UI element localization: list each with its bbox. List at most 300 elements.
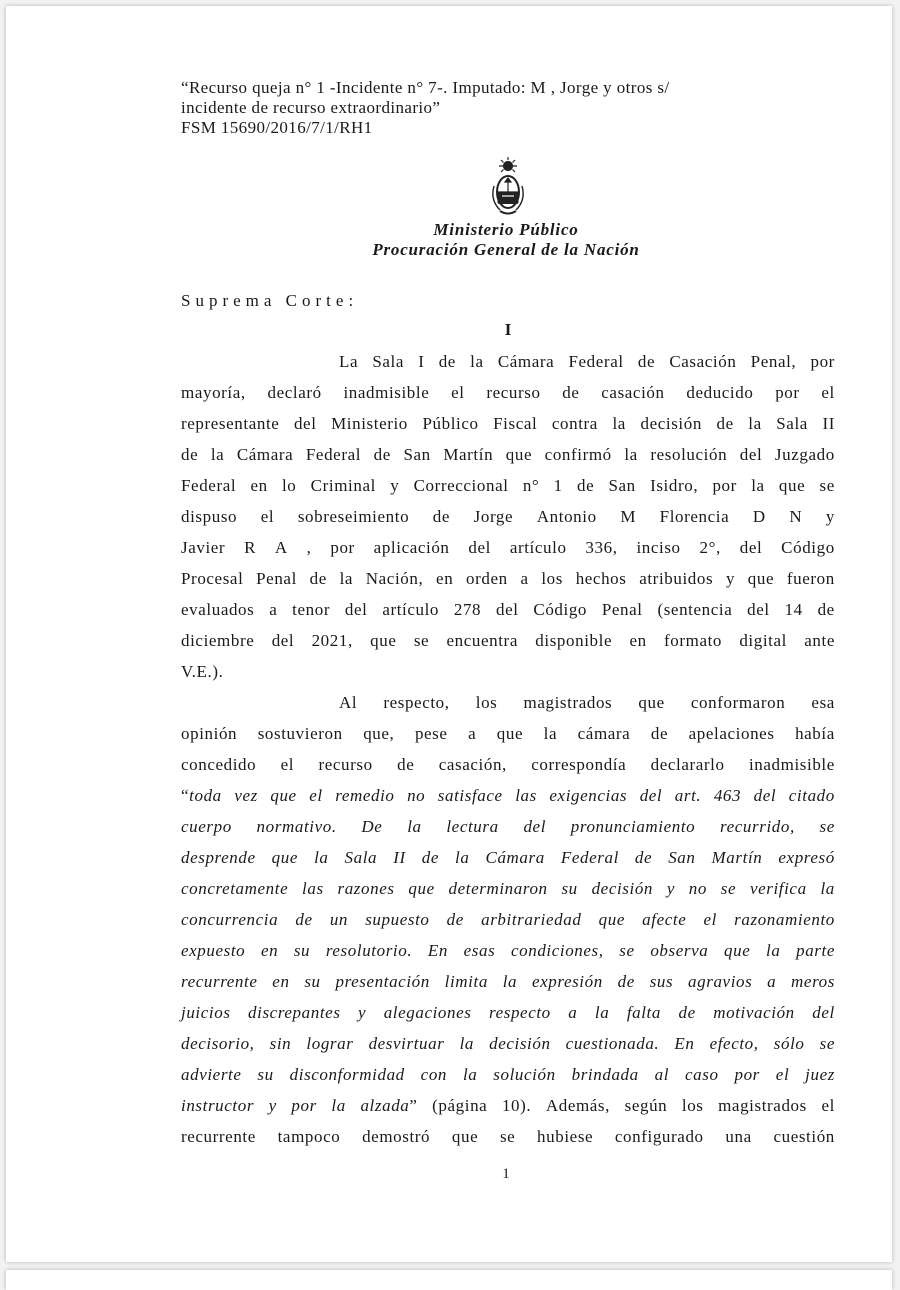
word: inadmisible bbox=[343, 383, 430, 402]
word: falta bbox=[626, 1003, 661, 1022]
word: encuentra bbox=[446, 631, 518, 650]
document-page bbox=[6, 6, 892, 1262]
word: Cámara bbox=[497, 352, 555, 371]
word: efecto, bbox=[709, 1034, 759, 1053]
text-line bbox=[181, 563, 835, 594]
word: el bbox=[280, 755, 295, 774]
word: por bbox=[291, 1096, 317, 1115]
word: Penal bbox=[256, 569, 297, 588]
word: concurrencia bbox=[181, 910, 279, 929]
word: opinión bbox=[181, 724, 238, 743]
caption-line-1: “Recurso queja n° 1 -Incidente n° 7-. Imputado: M , Jorge y otros s/ bbox=[181, 78, 670, 97]
word: magistrados bbox=[523, 693, 613, 712]
word: Criminal bbox=[310, 476, 376, 495]
word: la bbox=[210, 445, 225, 464]
word: ” bbox=[409, 1096, 418, 1115]
word: Al bbox=[339, 693, 358, 712]
word: Además, bbox=[545, 1096, 611, 1115]
word: los bbox=[541, 569, 563, 588]
word: sólo bbox=[773, 1034, 805, 1053]
word: según bbox=[624, 1096, 668, 1115]
ministry-subname: Procuración General de la Nación bbox=[372, 240, 640, 259]
word: la bbox=[502, 972, 518, 991]
word: brindada bbox=[571, 1065, 639, 1084]
word: la bbox=[331, 1096, 346, 1115]
word: el bbox=[821, 1096, 835, 1115]
word: del bbox=[344, 600, 368, 619]
text-line bbox=[181, 811, 835, 842]
word: Casación bbox=[669, 352, 737, 371]
word: artículo bbox=[509, 538, 567, 557]
word: vez bbox=[234, 786, 258, 805]
word: por bbox=[775, 383, 800, 402]
word: que bbox=[496, 724, 524, 743]
word: n° bbox=[522, 476, 540, 495]
word: II bbox=[393, 848, 406, 867]
word: en bbox=[629, 631, 647, 650]
word: que bbox=[270, 786, 297, 805]
word: expresó bbox=[778, 848, 835, 867]
word bbox=[360, 1090, 417, 1121]
case-caption bbox=[181, 78, 841, 138]
word: presentación bbox=[335, 972, 430, 991]
word: en bbox=[436, 569, 454, 588]
word: Código bbox=[533, 600, 588, 619]
word: “ bbox=[181, 786, 190, 805]
word: De bbox=[361, 817, 383, 836]
word: Código bbox=[781, 538, 835, 557]
body-text bbox=[181, 346, 835, 1152]
text-line bbox=[181, 470, 835, 501]
word: pronunciamiento bbox=[570, 817, 696, 836]
word: decisión bbox=[489, 1034, 551, 1053]
word: de bbox=[650, 724, 669, 743]
text-line bbox=[181, 501, 835, 532]
word: agravios bbox=[688, 972, 753, 991]
word: II bbox=[822, 414, 835, 433]
word: R bbox=[244, 538, 257, 557]
word: casación, bbox=[438, 755, 507, 774]
word: satisface bbox=[437, 786, 503, 805]
page-number: 1 bbox=[502, 1166, 510, 1182]
word: afecte bbox=[642, 910, 687, 929]
word: resolución bbox=[650, 445, 728, 464]
word: con bbox=[420, 1065, 448, 1084]
word: recurrido, bbox=[720, 817, 795, 836]
word: de bbox=[373, 445, 391, 464]
word: de bbox=[309, 569, 327, 588]
word: el bbox=[451, 383, 465, 402]
word: confirmó bbox=[544, 445, 612, 464]
text-line bbox=[181, 935, 835, 966]
word: su bbox=[293, 941, 311, 960]
word: que bbox=[271, 848, 299, 867]
word: cámara bbox=[577, 724, 631, 743]
text-line bbox=[181, 997, 835, 1028]
section-number: I bbox=[504, 320, 512, 339]
word: sus bbox=[649, 972, 674, 991]
word: deducido bbox=[686, 383, 754, 402]
word: 14 bbox=[784, 600, 803, 619]
word: Martín bbox=[711, 848, 763, 867]
word: juicios bbox=[181, 1003, 231, 1022]
word: disconformidad bbox=[289, 1065, 405, 1084]
word: su bbox=[561, 879, 578, 898]
word: Penal, bbox=[750, 352, 797, 371]
word: la bbox=[820, 879, 835, 898]
word: En bbox=[674, 1034, 695, 1053]
word: no bbox=[688, 879, 707, 898]
word: la bbox=[314, 848, 329, 867]
text-line bbox=[181, 1121, 835, 1152]
word: hubiese bbox=[537, 1127, 594, 1146]
word: resolutorio. bbox=[325, 941, 413, 960]
word: representante bbox=[181, 414, 280, 433]
word: San bbox=[668, 848, 696, 867]
word: respecto bbox=[489, 1003, 551, 1022]
word: ante bbox=[804, 631, 835, 650]
text-line bbox=[181, 1028, 835, 1059]
word: concretamente bbox=[181, 879, 289, 898]
word: del bbox=[468, 538, 491, 557]
word: instructor bbox=[181, 1096, 255, 1115]
text-line bbox=[181, 656, 835, 687]
word: magistrados bbox=[718, 1096, 807, 1115]
salutation: Suprema Corte: bbox=[181, 291, 359, 310]
text-line bbox=[181, 749, 835, 780]
word: Antonio bbox=[536, 507, 597, 526]
word: diciembre bbox=[181, 631, 255, 650]
word: recurrente bbox=[181, 972, 258, 991]
word: motivación bbox=[713, 1003, 795, 1022]
word: que, bbox=[363, 724, 395, 743]
word: Correccional bbox=[413, 476, 509, 495]
word: concedido bbox=[181, 755, 257, 774]
word: recurso bbox=[486, 383, 541, 402]
word: cuerpo bbox=[181, 817, 232, 836]
word: los bbox=[475, 693, 498, 712]
word bbox=[181, 780, 222, 811]
word: por bbox=[712, 476, 737, 495]
word: verifica bbox=[749, 879, 807, 898]
word: determinaron bbox=[448, 879, 548, 898]
word: de bbox=[576, 476, 595, 495]
word: Sala bbox=[344, 848, 378, 867]
word: la bbox=[407, 817, 422, 836]
word: declaró bbox=[267, 383, 322, 402]
word: de bbox=[634, 848, 653, 867]
word: que bbox=[598, 910, 625, 929]
word: dispuso bbox=[181, 507, 238, 526]
word: Florencia bbox=[659, 507, 730, 526]
word: la bbox=[748, 414, 762, 433]
word: decisión bbox=[640, 414, 702, 433]
text-line bbox=[181, 718, 835, 749]
word: se bbox=[720, 879, 737, 898]
word: pese bbox=[414, 724, 448, 743]
word: a bbox=[767, 972, 777, 991]
word: Ministerio bbox=[331, 414, 408, 433]
word: correspondía bbox=[531, 755, 627, 774]
ministry-name: Ministerio Público bbox=[433, 220, 579, 239]
word: sobreseimiento bbox=[297, 507, 410, 526]
word: , bbox=[306, 538, 312, 557]
word: se bbox=[499, 1127, 516, 1146]
word: cuestionada. bbox=[565, 1034, 660, 1053]
word: normativo. bbox=[256, 817, 337, 836]
text-line bbox=[181, 625, 835, 656]
word: la bbox=[751, 476, 765, 495]
word: de bbox=[817, 600, 835, 619]
word: que bbox=[505, 445, 533, 464]
word: 1 bbox=[553, 476, 563, 495]
word: las bbox=[302, 879, 324, 898]
word: 2021, bbox=[311, 631, 353, 650]
word: toda bbox=[189, 786, 222, 805]
text-line bbox=[181, 408, 835, 439]
word: la bbox=[612, 414, 626, 433]
word: art. bbox=[674, 786, 702, 805]
word: esa bbox=[811, 693, 835, 712]
word: advierte bbox=[181, 1065, 242, 1084]
word: aplicación bbox=[373, 538, 450, 557]
word: juez bbox=[805, 1065, 835, 1084]
word: Martín bbox=[443, 445, 494, 464]
word: San bbox=[608, 476, 636, 495]
word: del bbox=[753, 786, 777, 805]
word: se bbox=[819, 817, 835, 836]
word: digital bbox=[739, 631, 787, 650]
word: La bbox=[339, 352, 359, 371]
word: su bbox=[304, 972, 321, 991]
word: la bbox=[339, 569, 354, 588]
word: la bbox=[470, 352, 484, 371]
word: mayoría, bbox=[181, 383, 246, 402]
word: del bbox=[271, 631, 295, 650]
word: del bbox=[523, 817, 547, 836]
word: en bbox=[272, 972, 290, 991]
word: expuesto bbox=[181, 941, 246, 960]
word: esas bbox=[463, 941, 496, 960]
word: evaluados bbox=[181, 600, 255, 619]
word: que bbox=[724, 941, 751, 960]
word: en bbox=[250, 476, 268, 495]
word: artículo bbox=[382, 600, 440, 619]
word: cuestión bbox=[773, 1127, 835, 1146]
text-line bbox=[181, 1059, 835, 1090]
word: inadmisible bbox=[748, 755, 835, 774]
word: la bbox=[543, 724, 558, 743]
word: supuesto bbox=[365, 910, 430, 929]
word: decisorio, bbox=[181, 1034, 255, 1053]
word: por bbox=[810, 352, 835, 371]
word: de bbox=[397, 755, 415, 774]
word: la bbox=[594, 1003, 610, 1022]
word: respecto, bbox=[383, 693, 450, 712]
word: San bbox=[403, 445, 431, 464]
word: Javier bbox=[181, 538, 226, 557]
text-line bbox=[181, 439, 835, 470]
word: (página bbox=[432, 1096, 488, 1115]
word: por bbox=[330, 538, 355, 557]
word: exigencias bbox=[549, 786, 628, 805]
word: discrepantes bbox=[248, 1003, 341, 1022]
word: inciso bbox=[636, 538, 681, 557]
word: tenor bbox=[292, 600, 331, 619]
word: expresión bbox=[531, 972, 603, 991]
word: conformaron bbox=[690, 693, 786, 712]
word: que bbox=[370, 631, 397, 650]
word: del bbox=[639, 786, 663, 805]
word: los bbox=[681, 1096, 704, 1115]
word: del bbox=[739, 538, 763, 557]
word: demostró bbox=[362, 1127, 431, 1146]
text-line bbox=[181, 966, 835, 997]
word: arbitrariedad bbox=[481, 910, 582, 929]
word: de bbox=[446, 910, 464, 929]
word: En bbox=[427, 941, 448, 960]
word: condiciones, bbox=[510, 941, 604, 960]
word: se bbox=[413, 631, 430, 650]
word: Público bbox=[422, 414, 479, 433]
word: alegaciones bbox=[383, 1003, 472, 1022]
word: el bbox=[260, 507, 275, 526]
text-line bbox=[181, 1090, 835, 1121]
word: tampoco bbox=[277, 1127, 341, 1146]
text-line bbox=[181, 377, 835, 408]
word: 2°, bbox=[699, 538, 721, 557]
word: se bbox=[819, 1034, 835, 1053]
word: V.E.). bbox=[181, 662, 224, 681]
word: A bbox=[274, 538, 288, 557]
word: desprende bbox=[181, 848, 256, 867]
word: remedio bbox=[335, 786, 395, 805]
word: Cámara bbox=[236, 445, 294, 464]
word: lectura bbox=[446, 817, 499, 836]
word: configurado bbox=[614, 1127, 704, 1146]
text-line bbox=[181, 687, 835, 718]
word: de bbox=[295, 910, 313, 929]
word: la bbox=[766, 941, 781, 960]
word: y bbox=[268, 1096, 277, 1115]
word: el bbox=[821, 383, 835, 402]
word: el bbox=[309, 786, 323, 805]
word: caso bbox=[685, 1065, 719, 1084]
word: de bbox=[562, 383, 580, 402]
word: y bbox=[725, 569, 736, 588]
word: parte bbox=[796, 941, 835, 960]
word: no bbox=[407, 786, 426, 805]
word: hechos bbox=[575, 569, 627, 588]
word: Federal bbox=[568, 352, 624, 371]
text-line bbox=[181, 904, 835, 935]
word: y bbox=[666, 879, 675, 898]
word: desvirtuar bbox=[368, 1034, 445, 1053]
word: razones bbox=[337, 879, 395, 898]
word: Juzgado bbox=[774, 445, 835, 464]
word: se bbox=[819, 476, 835, 495]
word: Penal bbox=[601, 600, 643, 619]
word: 336, bbox=[585, 538, 618, 557]
word: I bbox=[418, 352, 425, 371]
word: las bbox=[515, 786, 537, 805]
word: la bbox=[459, 1034, 474, 1053]
word: al bbox=[654, 1065, 670, 1084]
word: Federal bbox=[305, 445, 362, 464]
word: y bbox=[825, 507, 835, 526]
word: que bbox=[408, 879, 435, 898]
word: casación bbox=[601, 383, 665, 402]
next-page-edge bbox=[6, 1270, 892, 1290]
word: de bbox=[181, 445, 199, 464]
word: formato bbox=[664, 631, 723, 650]
word: Isidro, bbox=[650, 476, 699, 495]
word: contra bbox=[551, 414, 598, 433]
word: del bbox=[747, 600, 770, 619]
text-line bbox=[181, 594, 835, 625]
word: a bbox=[568, 1003, 578, 1022]
word: recurso bbox=[318, 755, 373, 774]
text-line bbox=[181, 842, 835, 873]
word: observa bbox=[650, 941, 709, 960]
word: 463 bbox=[713, 786, 742, 805]
word: un bbox=[329, 910, 349, 929]
word: Fiscal bbox=[493, 414, 538, 433]
word: del bbox=[812, 1003, 835, 1022]
word: a bbox=[520, 569, 529, 588]
word: que bbox=[638, 693, 665, 712]
word: disponible bbox=[535, 631, 613, 650]
word: recurrente bbox=[181, 1127, 256, 1146]
coat-of-arms-icon bbox=[488, 156, 528, 220]
word: había bbox=[795, 724, 835, 743]
word: Jorge bbox=[473, 507, 514, 526]
word: de bbox=[438, 352, 456, 371]
caption-line-2: incidente de recurso extraordinario” bbox=[181, 98, 441, 117]
word: de bbox=[432, 507, 451, 526]
word: fueron bbox=[786, 569, 835, 588]
word: de bbox=[678, 1003, 696, 1022]
word: lograr bbox=[306, 1034, 354, 1053]
text-line bbox=[181, 873, 835, 904]
word: sostuvieron bbox=[257, 724, 343, 743]
word: a bbox=[468, 724, 477, 743]
word: N bbox=[789, 507, 803, 526]
word: la bbox=[462, 1065, 478, 1084]
word: limita bbox=[444, 972, 488, 991]
word: Sala bbox=[776, 414, 808, 433]
word: Sala bbox=[372, 352, 405, 371]
word: el bbox=[775, 1065, 790, 1084]
word: 10). bbox=[501, 1096, 532, 1115]
word: su bbox=[257, 1065, 274, 1084]
word: del bbox=[495, 600, 519, 619]
word: la bbox=[624, 445, 638, 464]
word: del bbox=[739, 445, 763, 464]
word: Nación, bbox=[365, 569, 424, 588]
text-line bbox=[181, 346, 835, 377]
word: orden bbox=[466, 569, 508, 588]
word: sin bbox=[269, 1034, 292, 1053]
word: meros bbox=[791, 972, 835, 991]
word: la bbox=[455, 848, 470, 867]
word: (sentencia bbox=[657, 600, 733, 619]
word: razonamiento bbox=[734, 910, 835, 929]
word: de bbox=[421, 848, 439, 867]
word: que bbox=[451, 1127, 479, 1146]
text-line bbox=[181, 780, 835, 811]
word: citado bbox=[788, 786, 835, 805]
